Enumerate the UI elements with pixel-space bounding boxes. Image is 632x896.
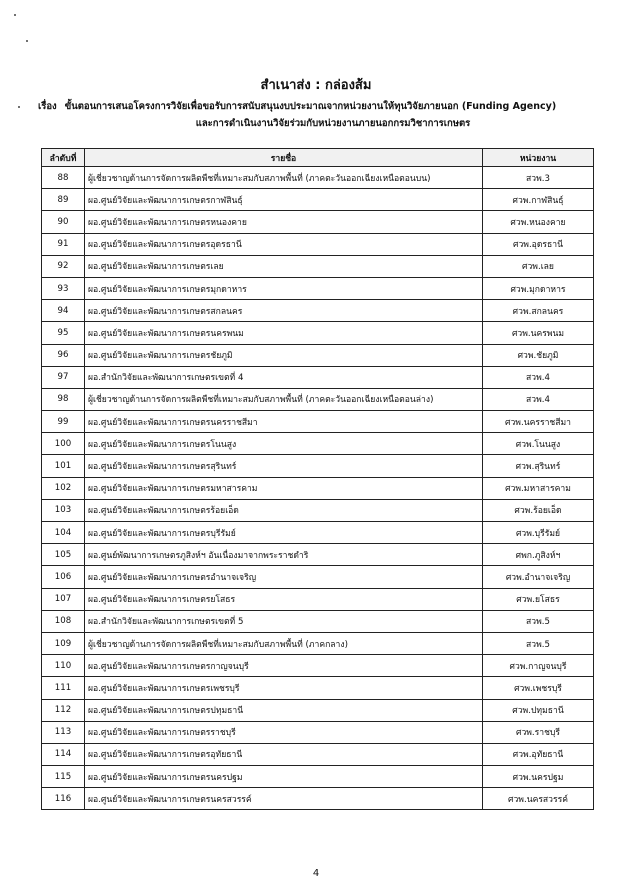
cell-no: 91	[42, 233, 85, 255]
cell-no: 106	[42, 566, 85, 588]
table-row	[42, 721, 594, 743]
cell-unit: สวพ.3	[483, 167, 594, 189]
cell-name: ผอ.ศูนย์วิจัยและพัฒนาการเกษตรกาญจนบุรี	[85, 655, 483, 677]
cell-name: ผอ.ศูนย์วิจัยและพัฒนาการเกษตรเพชรบุรี	[85, 677, 483, 699]
table-row	[42, 233, 594, 255]
table-row	[42, 300, 594, 322]
cell-no: 89	[42, 189, 85, 211]
cell-name: ผอ.ศูนย์วิจัยและพัฒนาการเกษตรบุรีรัมย์	[85, 522, 483, 544]
cell-name: ผอ.ศูนย์วิจัยและพัฒนาการเกษตรราชบุรี	[85, 721, 483, 743]
header-unit: หน่วยงาน	[483, 149, 594, 167]
cell-no: 114	[42, 743, 85, 765]
cell-unit: ศวพ.กาญจนบุรี	[483, 655, 594, 677]
cell-no: 93	[42, 277, 85, 299]
table-row	[42, 788, 594, 810]
cell-name: ผอ.ศูนย์วิจัยและพัฒนาการเกษตรเลย	[85, 255, 483, 277]
cell-unit: สวพ.4	[483, 366, 594, 388]
cell-unit: ศวพ.มุกดาหาร	[483, 277, 594, 299]
cell-unit: ศวพ.อุทัยธานี	[483, 743, 594, 765]
cell-name: ผอ.ศูนย์วิจัยและพัฒนาการเกษตรยโสธร	[85, 588, 483, 610]
cell-no: 98	[42, 388, 85, 410]
document-subject	[38, 98, 608, 132]
table-row	[42, 743, 594, 765]
table-row	[42, 588, 594, 610]
cell-unit: สวพ.5	[483, 632, 594, 654]
table-row	[42, 433, 594, 455]
cell-name: ผอ.ศูนย์พัฒนาการเกษตรภูสิงห์ฯ อันเนื่องมาจากพระราชดำริ	[85, 544, 483, 566]
cell-name: ผอ.ศูนย์วิจัยและพัฒนาการเกษตรร้อยเอ็ด	[85, 499, 483, 521]
cell-name: ผอ.ศูนย์วิจัยและพัฒนาการเกษตรนครสวรรค์	[85, 788, 483, 810]
cell-no: 96	[42, 344, 85, 366]
table-row	[42, 167, 594, 189]
cell-no: 100	[42, 433, 85, 455]
cell-name: ผอ.ศูนย์วิจัยและพัฒนาการเกษตรอุทัยธานี	[85, 743, 483, 765]
cell-unit: ศวพ.สกลนคร	[483, 300, 594, 322]
cell-name: ผอ.ศูนย์วิจัยและพัฒนาการเกษตรมหาสารคาม	[85, 477, 483, 499]
cell-unit: ศวพ.ราชบุรี	[483, 721, 594, 743]
subject-line-1: ขั้นตอนการเสนอโครงการวิจัยเพื่อขอรับการสนับสนุนงบประมาณจากหน่วยงานให้ทุนวิจัยภายนอก (Funding Agency)	[64, 101, 557, 112]
subject-line-2: และการดำเนินงานวิจัยร่วมกับหน่วยงานภายนอกกรมวิชาการเกษตร	[195, 118, 471, 129]
table-row	[42, 344, 594, 366]
table-row	[42, 366, 594, 388]
cell-unit: ศวพ.นครปฐม	[483, 766, 594, 788]
page-number: 4	[312, 868, 320, 879]
cell-name: ผอ.ศูนย์วิจัยและพัฒนาการเกษตรอุดรธานี	[85, 233, 483, 255]
cell-no: 105	[42, 544, 85, 566]
cell-unit: ศวพ.เพชรบุรี	[483, 677, 594, 699]
cell-unit: ศวพ.กาฬสินธุ์	[483, 189, 594, 211]
cell-no: 108	[42, 610, 85, 632]
cell-name: ผอ.ศูนย์วิจัยและพัฒนาการเกษตรนครราชสีมา	[85, 411, 483, 433]
cell-no: 113	[42, 721, 85, 743]
cell-name: ผอ.ศูนย์วิจัยและพัฒนาการเกษตรชัยภูมิ	[85, 344, 483, 366]
table-header-row	[42, 149, 594, 167]
table-row	[42, 699, 594, 721]
cell-unit: ศวพ.มหาสารคาม	[483, 477, 594, 499]
document-title: สำเนาส่ง : กล่องส้ม	[260, 78, 372, 93]
table-row	[42, 255, 594, 277]
cell-no: 95	[42, 322, 85, 344]
table-row	[42, 388, 594, 410]
table-row	[42, 677, 594, 699]
cell-unit: ศวพ.ชัยภูมิ	[483, 344, 594, 366]
cell-unit: สวพ.5	[483, 610, 594, 632]
cell-unit: ศวพ.นครราชสีมา	[483, 411, 594, 433]
header-name: รายชื่อ	[85, 149, 483, 167]
cell-unit: ศวพ.ยโสธร	[483, 588, 594, 610]
cell-name: ผอ.ศูนย์วิจัยและพัฒนาการเกษตรกาฬสินธุ์	[85, 189, 483, 211]
cell-no: 94	[42, 300, 85, 322]
cell-unit: ศวพ.นครสวรรค์	[483, 788, 594, 810]
cell-no: 88	[42, 167, 85, 189]
cell-unit: ศวพ.สุรินทร์	[483, 455, 594, 477]
cell-name: ผอ.ศูนย์วิจัยและพัฒนาการเกษตรโนนสูง	[85, 433, 483, 455]
cell-unit: ศวพ.อุดรธานี	[483, 233, 594, 255]
table-row	[42, 211, 594, 233]
table-row	[42, 322, 594, 344]
cell-no: 112	[42, 699, 85, 721]
cell-name: ผอ.สำนักวิจัยและพัฒนาการเกษตรเขตที่ 4	[85, 366, 483, 388]
cell-name: ผู้เชี่ยวชาญด้านการจัดการผลิตพืชที่เหมาะสมกับสภาพพื้นที่ (ภาคกลาง)	[85, 632, 483, 654]
cell-no: 97	[42, 366, 85, 388]
cell-name: ผอ.ศูนย์วิจัยและพัฒนาการเกษตรหนองคาย	[85, 211, 483, 233]
table-row	[42, 566, 594, 588]
cell-unit: ศวพ.นครพนม	[483, 322, 594, 344]
table-row	[42, 277, 594, 299]
cell-unit: สวพ.4	[483, 388, 594, 410]
table-row	[42, 610, 594, 632]
table-row	[42, 655, 594, 677]
cell-name: ผู้เชี่ยวชาญด้านการจัดการผลิตพืชที่เหมาะสมกับสภาพพื้นที่ (ภาคตะวันออกเฉียงเหนือตอนล่าง)	[85, 388, 483, 410]
cell-no: 115	[42, 766, 85, 788]
table-row	[42, 766, 594, 788]
cell-unit: ศวพ.บุรีรัมย์	[483, 522, 594, 544]
cell-no: 103	[42, 499, 85, 521]
cell-unit: ศวพ.อำนาจเจริญ	[483, 566, 594, 588]
cell-name: ผู้เชี่ยวชาญด้านการจัดการผลิตพืชที่เหมาะสมกับสภาพพื้นที่ (ภาคตะวันออกเฉียงเหนือตอนบน)	[85, 167, 483, 189]
cell-unit: ศวพ.เลย	[483, 255, 594, 277]
cell-unit: ศวพ.ร้อยเอ็ด	[483, 499, 594, 521]
cell-no: 104	[42, 522, 85, 544]
cell-name: ผอ.ศูนย์วิจัยและพัฒนาการเกษตรอำนาจเจริญ	[85, 566, 483, 588]
cell-no: 90	[42, 211, 85, 233]
cell-unit: ศวพ.ปทุมธานี	[483, 699, 594, 721]
table-row	[42, 522, 594, 544]
cell-no: 99	[42, 411, 85, 433]
cell-name: ผอ.ศูนย์วิจัยและพัฒนาการเกษตรมุกดาหาร	[85, 277, 483, 299]
scan-speck	[18, 106, 20, 108]
cell-name: ผอ.สำนักวิจัยและพัฒนาการเกษตรเขตที่ 5	[85, 610, 483, 632]
table-row	[42, 189, 594, 211]
table-row	[42, 477, 594, 499]
scan-speck	[26, 40, 28, 42]
cell-no: 109	[42, 632, 85, 654]
recipient-table	[41, 148, 594, 810]
cell-name: ผอ.ศูนย์วิจัยและพัฒนาการเกษตรปทุมธานี	[85, 699, 483, 721]
cell-name: ผอ.ศูนย์วิจัยและพัฒนาการเกษตรนครปฐม	[85, 766, 483, 788]
table-row	[42, 544, 594, 566]
cell-no: 110	[42, 655, 85, 677]
cell-unit: ศวพ.หนองคาย	[483, 211, 594, 233]
table-row	[42, 455, 594, 477]
cell-unit: ศพก.ภูสิงห์ฯ	[483, 544, 594, 566]
header-no: ลำดับที่	[42, 149, 85, 167]
scan-speck	[14, 14, 16, 16]
subject-label: เรื่อง	[38, 101, 57, 112]
table-row	[42, 499, 594, 521]
cell-no: 102	[42, 477, 85, 499]
cell-name: ผอ.ศูนย์วิจัยและพัฒนาการเกษตรสุรินทร์	[85, 455, 483, 477]
cell-no: 111	[42, 677, 85, 699]
cell-name: ผอ.ศูนย์วิจัยและพัฒนาการเกษตรสกลนคร	[85, 300, 483, 322]
cell-name: ผอ.ศูนย์วิจัยและพัฒนาการเกษตรนครพนม	[85, 322, 483, 344]
cell-no: 107	[42, 588, 85, 610]
cell-no: 101	[42, 455, 85, 477]
cell-no: 116	[42, 788, 85, 810]
cell-no: 92	[42, 255, 85, 277]
table-row	[42, 411, 594, 433]
cell-unit: ศวพ.โนนสูง	[483, 433, 594, 455]
table-row	[42, 632, 594, 654]
